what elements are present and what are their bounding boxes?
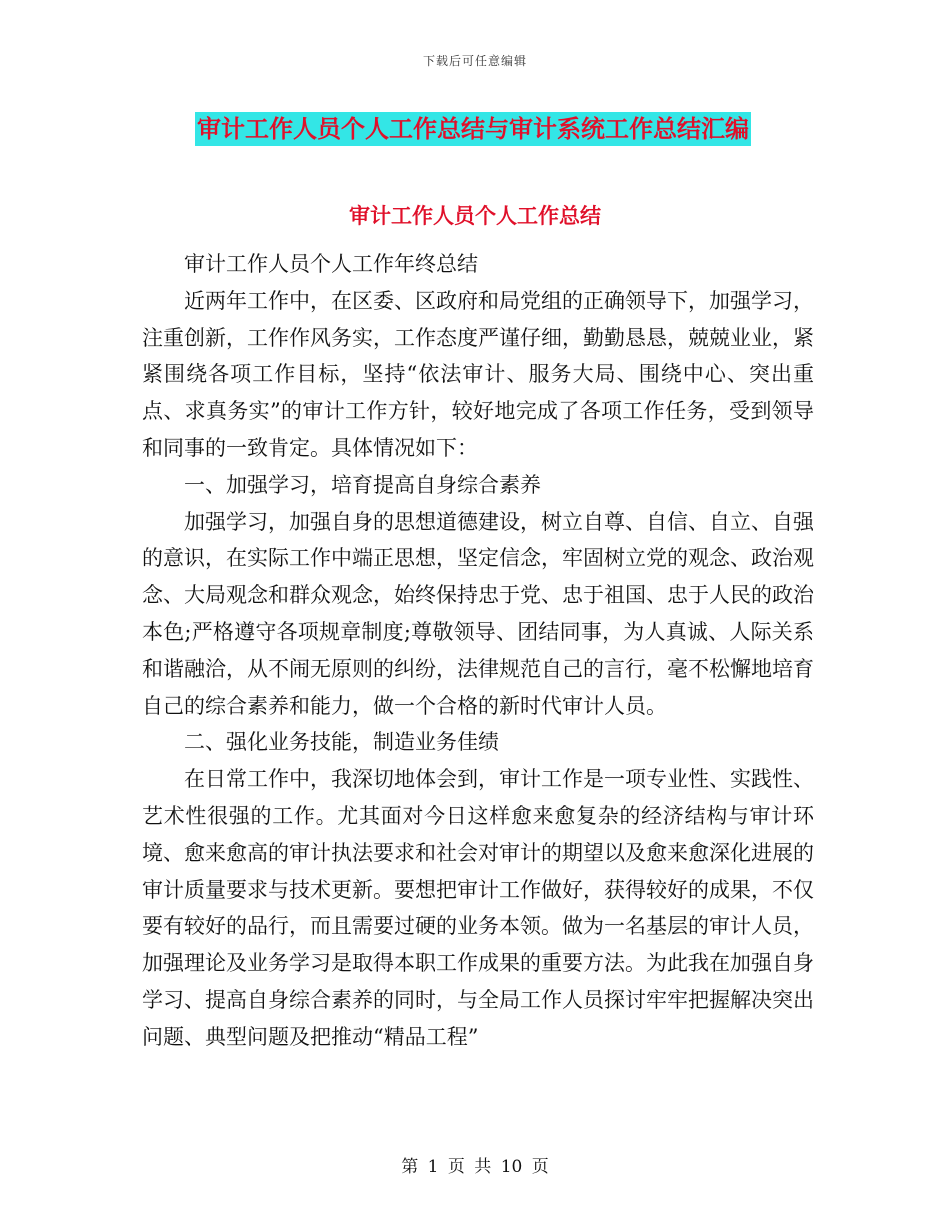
- header-note: 下载后可任意编辑: [422, 54, 527, 68]
- paragraph-intro: 近两年工作中，在区委、区政府和局党组的正确领导下，加强学习，注重创新，工作作风务实，工作态度严谨仔细，勤勤恳恳，兢兢业业，紧紧围绕各项工作目标，坚持“依法审计、服务大局、围绕中心、突出重点、求真务实”的审计工作方针，较好地完成了各项工作任务，受到领导和同事的一致肯定。具体情况如下：: [142, 288, 814, 460]
- document-body: [142, 246, 814, 1056]
- page-footer: 第 1 页 共 10 页: [401, 1157, 549, 1177]
- paragraph-section-1: 加强学习，加强自身的思想道德建设，树立自尊、自信、自立、自强的意识，在实际工作中端正思想，坚定信念，牢固树立党的观念、政治观念、大局观念和群众观念，始终保持忠于党、忠于祖国、忠于人民的政治本色;严格遵守各项规章制度;尊敬领导、团结同事，为人真诚、人际关系和谐融洽，从不闹无原则的纠纷，法律规范自己的言行，毫不松懈地培育自己的综合素养和能力，做一个合格的新时代审计人员。: [142, 509, 814, 718]
- paragraph-heading-year-end: 审计工作人员个人工作年终总结: [184, 252, 478, 276]
- section-heading-1: 一、加强学习，培育提高自身综合素养: [184, 472, 541, 497]
- document-sub-title: 审计工作人员个人工作总结: [349, 203, 601, 228]
- paragraph-section-2: 在日常工作中，我深切地体会到，审计工作是一项专业性、实践性、艺术性很强的工作。尤其面对今日这样愈来愈复杂的经济结构与审计环境、愈来愈高的审计执法要求和社会对审计的期望以及愈来愈深化进展的审计质量要求与技术更新。要想把审计工作做好，获得较好的成果，不仅要有较好的品行，而且需要过硬的业务本领。做为一名基层的审计人员，加强理论及业务学习是取得本职工作成果的重要方法。为此我在加强自身学习、提高自身综合素养的同时，与全局工作人员探讨牢牢把握解决突出问题、典型问题及把推动“精品工程”: [142, 767, 814, 1049]
- document-main-title: 审计工作人员个人工作总结与审计系统工作总结汇编: [195, 112, 751, 146]
- section-heading-2: 二、强化业务技能，制造业务佳绩: [184, 730, 499, 755]
